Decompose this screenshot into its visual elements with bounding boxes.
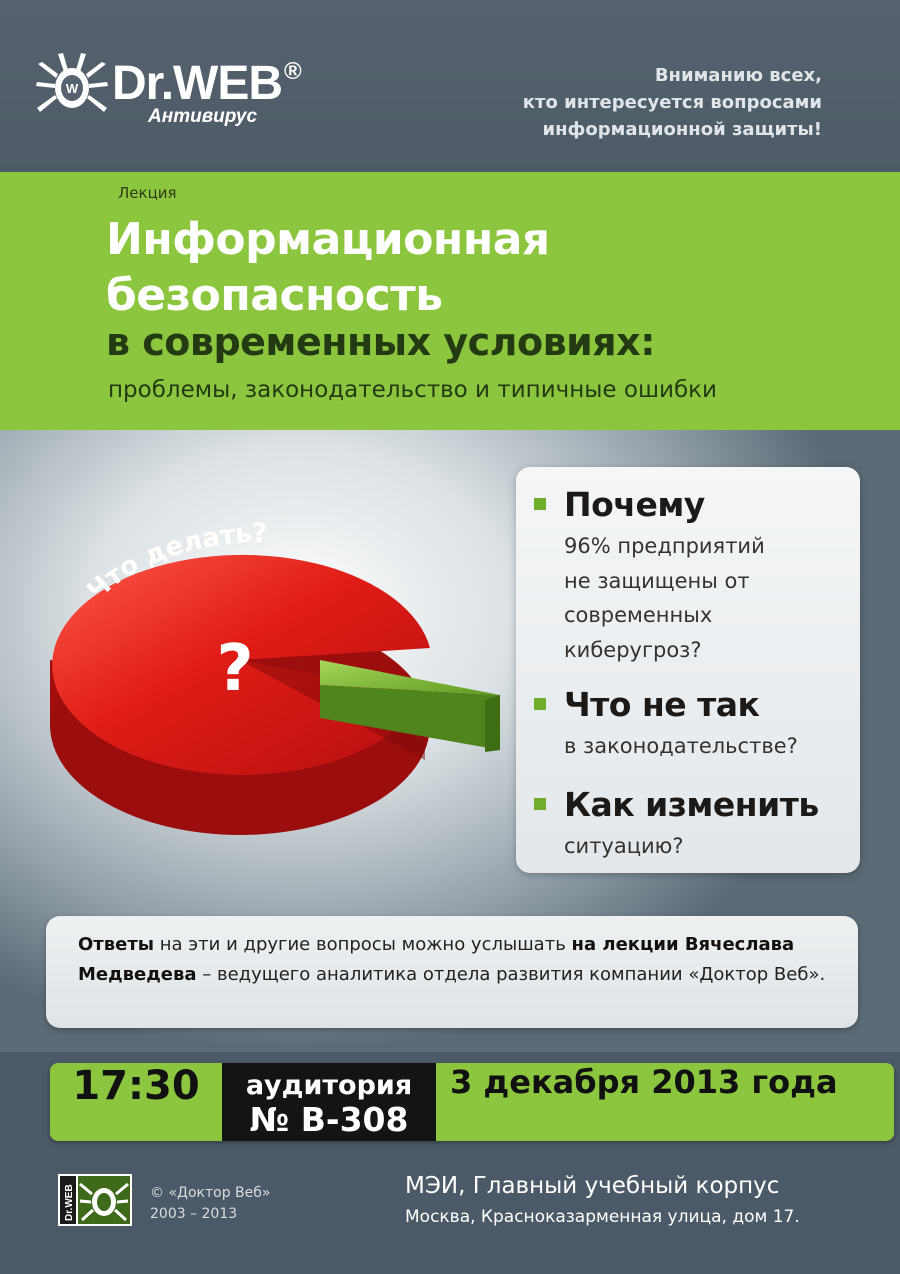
question-mark: ? <box>216 632 254 706</box>
pie-illustration <box>30 490 530 910</box>
question-heading: Что не так <box>564 685 760 724</box>
venue-address: Москва, Красноказарменная улица, дом 17. <box>405 1207 800 1227</box>
event-room: аудитория № В-308 <box>222 1063 436 1141</box>
title-band <box>0 172 900 430</box>
spider-icon <box>78 1176 130 1224</box>
title-subtitle: проблемы, законодательство и типичные ошибки <box>108 377 717 403</box>
main-content <box>0 430 900 1052</box>
logo-wordmark: Dr.WEB® <box>112 57 301 110</box>
bullet-icon <box>534 498 546 510</box>
copyright: © «Доктор Веб» 2003 – 2013 <box>150 1185 271 1222</box>
answer-box: Ответы на эти и другие вопросы можно услышать на лекции Вячеслава Медведева – ведущего аналитика отдела развития компании «Доктор Веб». <box>46 916 858 1028</box>
question-body: 96% предприятий не защищены от современных киберугроз? <box>564 534 765 662</box>
question-heading: Почему <box>564 485 705 524</box>
bullet-icon <box>534 698 546 710</box>
questions-box <box>516 467 860 873</box>
title-line-3: в современных условиях: <box>106 320 655 364</box>
header <box>0 0 900 172</box>
event-date: 3 декабря 2013 года <box>450 1063 838 1101</box>
pie-caption: Что делать? <box>81 518 268 607</box>
event-time: 17:30 <box>72 1063 200 1109</box>
venue-name: МЭИ, Главный учебный корпус <box>405 1173 780 1199</box>
schedule-bar <box>50 1063 894 1141</box>
footer-logo[interactable] <box>58 1174 132 1226</box>
page-title: Информационная безопасность <box>106 214 550 321</box>
svg-text:W: W <box>65 81 79 96</box>
question-heading: Как изменить <box>564 785 819 824</box>
lecture-label: Лекция <box>118 184 177 202</box>
footer-logo-text: Dr.WEB <box>64 1184 75 1221</box>
question-body: ситуацию? <box>564 834 684 858</box>
logo-subtitle: Антивирус <box>148 106 258 127</box>
drweb-logo[interactable] <box>36 44 376 134</box>
attention-text: Вниманию всех, кто интересуется вопросами информационной защиты! <box>522 65 822 140</box>
spider-icon <box>36 50 108 116</box>
question-body: в законодательстве? <box>564 734 798 758</box>
bullet-icon <box>534 798 546 810</box>
